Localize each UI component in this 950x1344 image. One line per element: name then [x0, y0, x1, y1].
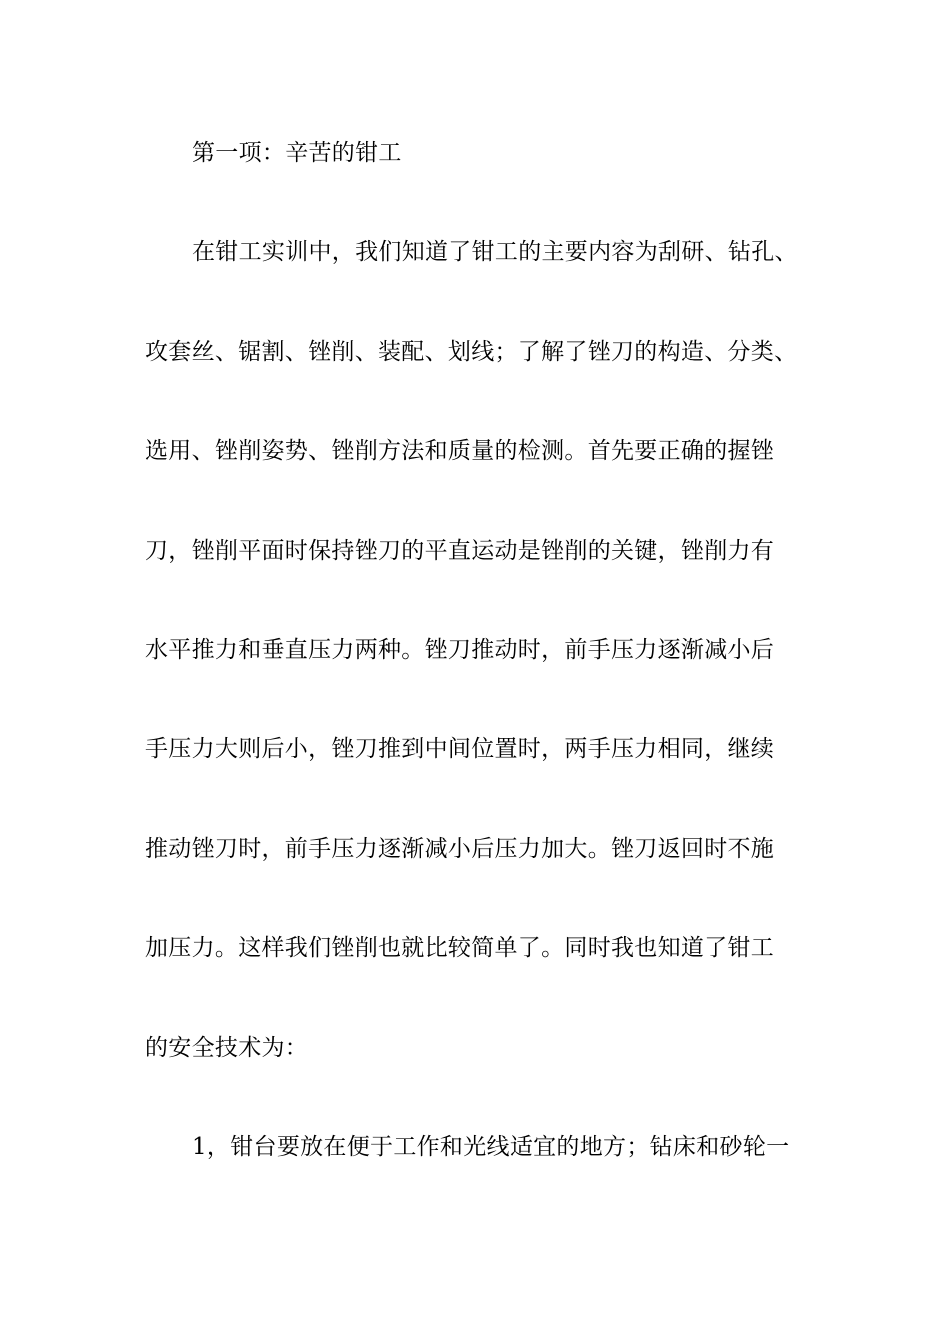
paragraph-line: 加压力。这样我们锉削也就比较简单了。同时我也知道了钳工	[145, 935, 775, 961]
paragraph-line: 选用、锉削姿势、锉削方法和质量的检测。首先要正确的握锉	[145, 438, 775, 464]
paragraph-line: 推动锉刀时，前手压力逐渐减小后压力加大。锉刀返回时不施	[145, 836, 775, 862]
list-item: 1，钳台要放在便于工作和光线适宜的地方；钻床和砂轮一	[192, 1134, 790, 1160]
paragraph-line: 水平推力和垂直压力两种。锉刀推动时，前手压力逐渐减小后	[145, 637, 775, 663]
paragraph-line: 刀，锉削平面时保持锉刀的平直运动是锉削的关键，锉削力有	[145, 538, 775, 564]
paragraph-line: 的安全技术为：	[145, 1035, 309, 1061]
paragraph-line: 攻套丝、锯割、锉削、装配、划线；了解了锉刀的构造、分类、	[145, 339, 798, 365]
paragraph-line: 手压力大则后小，锉刀推到中间位置时，两手压力相同，继续	[145, 736, 775, 762]
section-heading: 第一项：辛苦的钳工	[192, 140, 402, 166]
paragraph-line: 在钳工实训中，我们知道了钳工的主要内容为刮研、钻孔、	[192, 239, 798, 265]
